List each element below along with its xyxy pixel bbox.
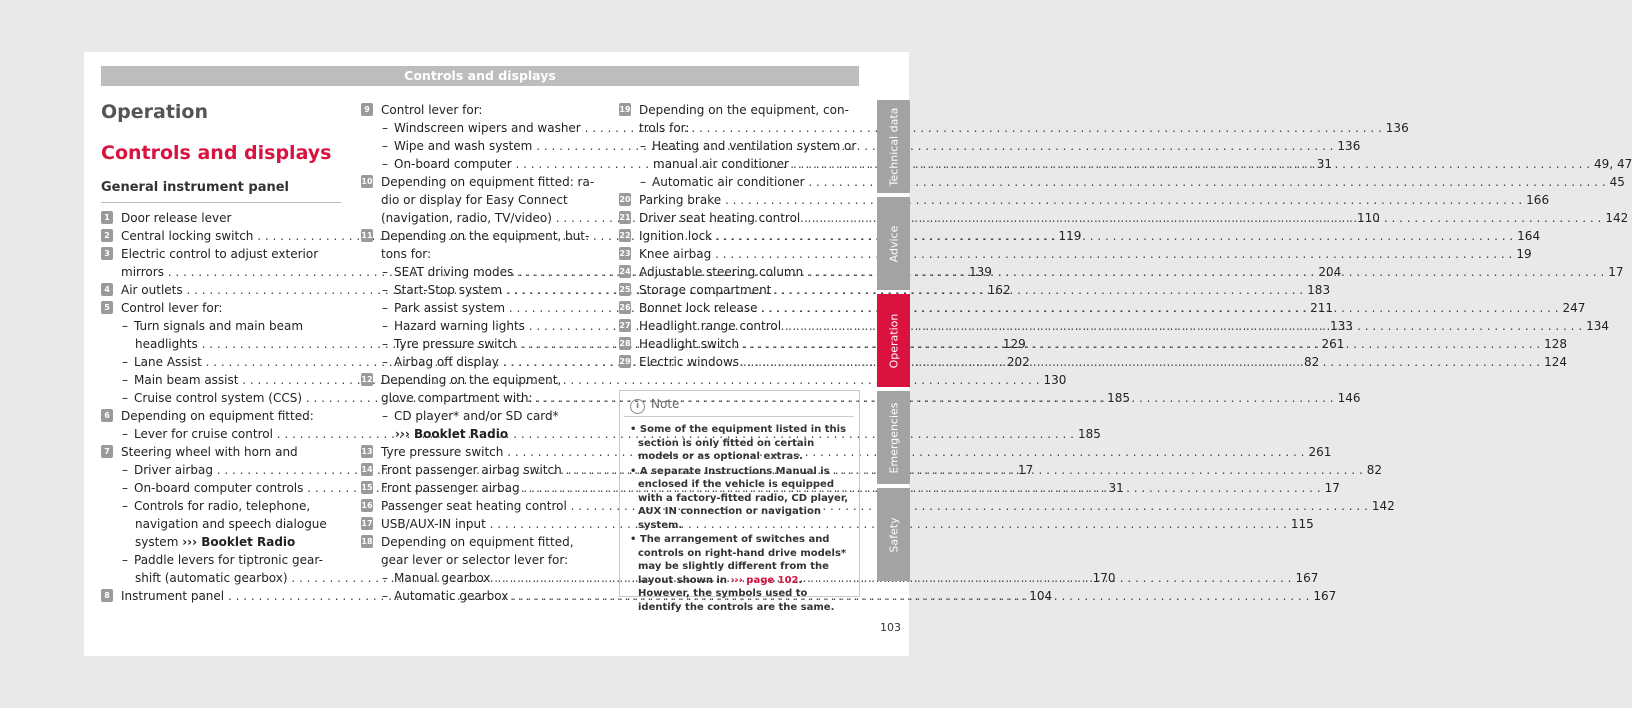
page-reference[interactable]: 166 <box>1526 193 1550 207</box>
legend-entry <box>364 101 601 119</box>
callout-number-badge: 15 <box>361 483 373 492</box>
legend-text: – Lever for cruise control . . . <box>135 425 1074 443</box>
legend-entry <box>104 299 341 317</box>
legend-text: Steering wheel with horn and <box>121 445 298 459</box>
dash-marker: – <box>382 409 388 423</box>
page-reference[interactable]: 136 <box>1385 121 1409 135</box>
note-item: • Some of the equipment listed in this section is only fitted on certain models or as optional extras. <box>630 424 847 462</box>
legend-text: – Automatic gearbox . . . <box>395 587 1309 605</box>
page-reference[interactable]: 261 <box>1321 337 1345 351</box>
legend-text: gear lever or selector lever for: <box>381 553 569 567</box>
callout-number-badge: 19 <box>619 105 631 114</box>
legend-text: Instrument panel . . . <box>121 587 1025 605</box>
legend-text: – On-board computer . . . <box>395 155 1313 173</box>
legend-text: – Tyre pressure switch . . . <box>395 335 1317 353</box>
legend-text: Tyre pressure switch . . . <box>381 443 1304 461</box>
legend-text: Front passenger airbag switch . . . <box>381 461 1363 479</box>
page-reference[interactable]: 129 <box>1002 337 1026 351</box>
legend-text: Headlight range control . . . <box>639 317 1582 335</box>
legend-text: – Heating and ventilation system or <box>640 139 857 153</box>
legend-text: Depending on the equipment, but- <box>381 229 590 243</box>
legend-line <box>381 443 1332 461</box>
legend-text: system ››› Booklet Radio <box>135 535 296 549</box>
legend-text: – Wipe and wash system . . . <box>395 137 1333 155</box>
legend-text: dio or display for Easy Connect <box>381 193 568 207</box>
callout-number-badge: 6 <box>101 409 113 422</box>
dash-marker: – <box>122 319 128 333</box>
legend-entry <box>619 281 859 299</box>
legend-text: Depending on equipment fitted: ra- <box>381 175 595 189</box>
callout-number-badge: 27 <box>619 321 631 330</box>
dash-marker: – <box>122 481 128 495</box>
dash-marker: – <box>382 283 388 297</box>
legend-text: Passenger seat heating control . . . <box>381 497 1368 515</box>
legend-text: mirrors . . . <box>121 263 965 281</box>
legend-text: Central locking switch . . . <box>121 227 1054 245</box>
callout-number-badge: 2 <box>101 229 113 242</box>
callout-number-badge: 17 <box>361 519 373 528</box>
note-header <box>630 397 679 414</box>
page-reference[interactable]: 130 <box>1043 373 1067 387</box>
legend-text: Control lever for: <box>121 301 223 315</box>
legend-entry <box>121 497 341 551</box>
legend-text: – Driver airbag . . . <box>135 461 1014 479</box>
dash-marker: – <box>382 121 388 135</box>
page-reference[interactable]: 204 <box>1318 265 1342 279</box>
dash-marker: – <box>382 355 388 369</box>
callout-number-badge: 9 <box>361 103 373 116</box>
legend-text: Depending on the equipment, con- <box>639 103 849 117</box>
legend-text: – Park assist system . . . <box>395 299 1306 317</box>
tab-advice[interactable]: Advice <box>877 197 910 290</box>
page-reference[interactable]: 128 <box>1544 337 1568 351</box>
legend-text: trols for: <box>639 121 690 135</box>
legend-text: Depending on equipment fitted: <box>121 409 314 423</box>
title-divider <box>101 202 341 203</box>
note-title: Note <box>651 397 680 411</box>
dash-marker: – <box>382 265 388 279</box>
legend-line <box>381 515 1314 533</box>
callout-number-badge: 13 <box>361 447 373 456</box>
page-reference[interactable]: 133 <box>1329 319 1353 333</box>
legend-entry <box>104 209 341 227</box>
legend-line <box>381 497 1395 515</box>
subsection-title: General instrument panel <box>101 180 290 195</box>
legend-text: – Start-Stop system . . . <box>395 281 1303 299</box>
note-item: • A separate Instructions Manual is enclosed if the vehicle is equipped with a factory-fitted radio, CD player, AUX IN connection or navigation system. <box>630 465 849 531</box>
legend-text: glove compartment with: . . . <box>381 389 1334 407</box>
legend-entry <box>361 533 601 569</box>
legend-text: Ignition lock . . . <box>639 227 1513 245</box>
legend-text: Headlight switch . . . <box>639 335 1540 353</box>
legend-text: – Controls for radio, telephone, <box>122 499 311 513</box>
legend-entry <box>639 173 1625 191</box>
dash-marker: – <box>382 337 388 351</box>
dash-marker: – <box>122 427 128 441</box>
dash-marker: – <box>382 319 388 333</box>
page-reference[interactable]: 110 <box>1356 211 1380 225</box>
dash-marker: – <box>640 175 646 189</box>
legend-entry <box>361 227 601 263</box>
note-divider <box>624 416 854 417</box>
callout-number-badge: 23 <box>619 249 631 258</box>
note-item: • The arrangement of switches and controls on right-hand drive models* may be slightly different from the layout shown in ››› page 102. However, the symbols used to identify the controls are the same. <box>630 534 847 613</box>
callout-number-badge: 11 <box>361 231 373 240</box>
callout-number-badge: 29 <box>619 357 631 366</box>
legend-entry <box>381 407 601 443</box>
legend-text: – Cruise control system (CCS) . . . <box>135 389 1103 407</box>
dash-marker: – <box>640 139 646 153</box>
section-title: Controls and displays <box>101 142 332 164</box>
legend-text: – Turn signals and main beam <box>122 319 304 333</box>
callout-number-badge: 28 <box>619 339 631 348</box>
legend-line <box>639 245 1532 263</box>
page-link[interactable]: ››› page 102 <box>730 574 799 586</box>
callout-number-badge: 22 <box>619 231 631 240</box>
callout-number-badge: 10 <box>361 177 373 186</box>
callout-number-badge: 4 <box>101 283 113 296</box>
page-reference[interactable]: 136 <box>1337 139 1361 153</box>
chapter-title: Operation <box>101 101 209 123</box>
page-reference[interactable]: 124 <box>1544 355 1568 369</box>
callout-number-badge: 7 <box>101 445 113 458</box>
page-reference[interactable]: 170 <box>1092 571 1116 585</box>
legend-text: – Windscreen wipers and washer . . . <box>395 119 1382 137</box>
callout-number-badge: 24 <box>619 267 631 276</box>
legend-text: (navigation, radio, TV/video) . . . <box>381 209 1353 227</box>
legend-text <box>395 425 601 443</box>
dash-marker: – <box>122 499 128 513</box>
legend-line <box>639 191 1550 209</box>
legend-text: – Hazard warning lights . . . <box>395 317 1326 335</box>
legend-text: shift (automatic gearbox) . . . <box>135 569 1089 587</box>
legend-text: tons for: <box>381 247 432 261</box>
callout-number-badge: 12 <box>361 375 373 384</box>
legend-text: Adjustable steering column . . . <box>639 263 1604 281</box>
legend-entry <box>361 443 1332 461</box>
callout-number-badge: 18 <box>361 537 373 546</box>
legend-text: manual air conditioner . . . <box>653 155 1590 173</box>
dash-marker: – <box>382 571 388 585</box>
callout-number-badge: 20 <box>619 195 631 204</box>
legend-text: – CD player* and/or SD card* <box>382 409 559 423</box>
legend-text: – SEAT driving modes . . . <box>395 263 1314 281</box>
tab-technical-data[interactable]: Technical data <box>877 100 910 193</box>
page-reference[interactable]: 19 <box>1516 247 1532 261</box>
page-reference[interactable]: 167 <box>1295 571 1319 585</box>
legend-text: Depending on equipment fitted, <box>381 535 574 549</box>
page-reference[interactable]: 49, 47 <box>1594 157 1632 171</box>
page-reference[interactable]: 82 <box>1303 355 1320 369</box>
legend-entry <box>104 443 341 461</box>
page-reference[interactable]: 82 <box>1366 463 1383 477</box>
page-reference[interactable]: 146 <box>1337 391 1361 405</box>
legend-text: Knee airbag . . . <box>639 245 1512 263</box>
callout-number-badge: 25 <box>619 285 631 294</box>
legend-text: Electric control to adjust exterior <box>121 247 319 261</box>
tab-emergencies[interactable]: Emergencies <box>877 391 910 484</box>
dash-marker: – <box>122 463 128 477</box>
legend-text: – On-board computer controls . . . <box>135 479 1104 497</box>
legend-text: navigation and speech dialogue <box>135 517 327 531</box>
page-reference[interactable]: 17 <box>1018 463 1034 477</box>
legend-text: – Main beam assist . . . <box>135 371 1040 389</box>
legend-text: – Manual gearbox . . . <box>395 569 1291 587</box>
legend-entry <box>361 515 1314 533</box>
dash-marker: – <box>382 139 388 153</box>
dash-marker: – <box>122 373 128 387</box>
dash-marker: – <box>122 553 128 567</box>
page-reference[interactable]: 164 <box>1517 229 1541 243</box>
legend-text: Air outlets . . . <box>121 281 984 299</box>
page-reference[interactable]: 31 <box>1108 481 1124 495</box>
cross-reference-link[interactable]: ››› Booklet Radio <box>182 535 296 549</box>
dash-marker: – <box>382 301 388 315</box>
page-reference[interactable]: 162 <box>987 283 1011 297</box>
note-body <box>630 423 854 615</box>
legend-line <box>640 173 1625 191</box>
legend-text: Control lever for: <box>381 103 483 117</box>
dash-marker: – <box>382 589 388 603</box>
legend-text: Parking brake . . . <box>639 191 1522 209</box>
page-reference[interactable]: 115 <box>1290 517 1314 531</box>
dash-marker: – <box>382 157 388 171</box>
callout-number-badge: 3 <box>101 247 113 260</box>
dash-marker: – <box>122 355 128 369</box>
callout-number-badge: 8 <box>101 589 113 602</box>
legend-entry <box>619 101 859 137</box>
page-reference[interactable]: 31 <box>1316 157 1333 171</box>
tab-safety[interactable]: Safety <box>877 488 910 581</box>
legend-text: – Lane Assist . . . <box>135 353 1003 371</box>
dash-marker: – <box>122 391 128 405</box>
page-reference[interactable]: 185 <box>1077 427 1101 441</box>
legend-entry <box>361 497 1395 515</box>
page-reference[interactable]: 139 <box>969 265 992 279</box>
legend-text: headlights . . . <box>135 335 999 353</box>
cross-reference-link[interactable]: ››› Booklet Radio <box>395 427 509 441</box>
callout-number-badge: 1 <box>101 211 113 224</box>
callout-number-badge: 5 <box>101 301 113 314</box>
legend-text: Front passenger airbag . . . <box>381 479 1321 497</box>
page-reference[interactable]: 142 <box>1371 499 1395 513</box>
page-reference[interactable]: 17 <box>1608 265 1624 279</box>
page-reference[interactable]: 247 <box>1562 301 1586 315</box>
legend-text: Door release lever <box>121 211 232 225</box>
page-number: 103 <box>880 621 901 634</box>
page-reference[interactable]: 183 <box>1307 283 1331 297</box>
page-reference[interactable]: 185 <box>1107 391 1130 405</box>
legend-text: Driver seat heating control . . . <box>639 209 1601 227</box>
page-reference[interactable]: 119 <box>1058 229 1082 243</box>
callout-number-badge: 26 <box>619 303 631 312</box>
legend-text: Storage compartment <box>639 283 772 297</box>
legend-entry <box>619 191 1550 209</box>
page-reference[interactable]: 104 <box>1029 589 1053 603</box>
callout-number-badge: 16 <box>361 501 373 510</box>
legend-entry <box>104 407 341 425</box>
legend-text: – Airbag off display . . . <box>395 353 1300 371</box>
legend-text: – Automatic air conditioner . . . <box>653 173 1606 191</box>
page-reference[interactable]: 134 <box>1586 319 1610 333</box>
note-box <box>619 390 860 613</box>
legend-text: Bonnet lock release . . . <box>639 299 1559 317</box>
page-reference[interactable]: 211 <box>1310 301 1334 315</box>
callout-number-badge: 14 <box>361 465 373 474</box>
page-reference[interactable]: 202 <box>1006 355 1030 369</box>
running-header: Controls and displays <box>101 66 859 86</box>
page-reference[interactable]: 45 <box>1609 175 1625 189</box>
page-reference[interactable]: 17 <box>1324 481 1340 495</box>
page-reference[interactable]: 142 <box>1605 211 1629 225</box>
page-reference[interactable]: 261 <box>1308 445 1332 459</box>
legend-entry <box>619 245 1532 263</box>
tab-operation[interactable]: Operation <box>877 294 910 387</box>
page-reference[interactable]: 167 <box>1313 589 1337 603</box>
callout-number-badge: 21 <box>619 213 631 222</box>
legend-text: Electric windows . . . <box>639 353 1540 371</box>
legend-text: – Paddle levers for tiptronic gear- <box>122 553 323 567</box>
legend-text: USB/AUX-IN input . . . <box>381 515 1287 533</box>
legend-text: Depending on the equipment, <box>381 373 562 387</box>
info-icon: i <box>630 399 645 414</box>
